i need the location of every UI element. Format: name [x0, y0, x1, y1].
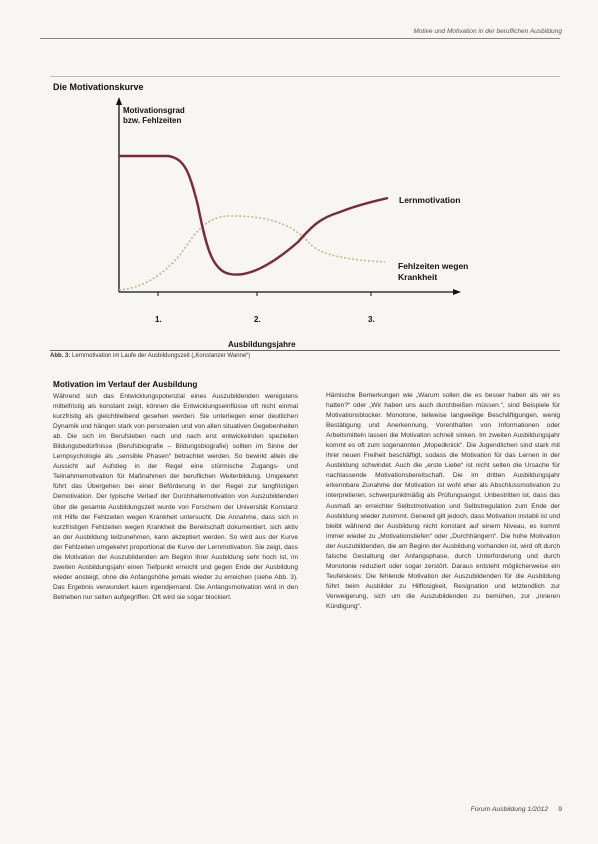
- footer: [471, 806, 562, 813]
- caption-label: Abb. 3:: [50, 353, 71, 359]
- x-tick-label-3: 3.: [368, 315, 375, 324]
- figure-top-rule: [50, 76, 560, 77]
- x-axis-label: Ausbildungsjahre: [228, 340, 296, 349]
- caption-rule: [50, 350, 560, 351]
- series-label-fehlzeiten-line1: Fehlzeiten wegen: [398, 261, 469, 271]
- figure-title: Die Motivationskurve: [53, 82, 144, 92]
- running-header: Motive und Motivation in der beruflichen Ausbildung: [413, 28, 562, 35]
- header-rule: [40, 38, 560, 39]
- series-fehlzeiten-line: [119, 216, 385, 290]
- series-label-fehlzeiten-line2: Krankheit: [398, 272, 438, 282]
- motivation-chart: [50, 96, 560, 351]
- article-left-column: Während sich das Entwicklungspotenzial eines Auszubildenden wenigstens mittelfristig als konstant zeigt, können die Entwicklungseinflüsse oft nicht einmal kurzfristig als gleichbleibend gesehen werden. Sie unterliegen einer deutlichen Dynamik und hängen stark von personalen und von allen situativen Gegebenheiten ab. Die sich im Berufsleben nach und nach erst entwickelnden speziellen Bildungsbedürfnisse (Berufsbiografie – Bildungsbiografie) sollten im Sinne der Lernpsychologie als „sensible Phasen“ betrachtet werden. So bewirkt allein die Aussicht auf Aufstieg in der Regel eine stürmische Zugangs- und Teilnahmemotivation für Maßnahmen der beruflichen Weiterbildung. Umgekehrt führt das Übergehen bei einer Beförderung in der Regel zur langfristigen Demotivation. Der typische Verlauf der Durchhaltemotivation von Auszubildenden über die gesamte Ausbildungszeit wurde von Forschern der Universität Konstanz mit Hilfe der Fehlzeiten wegen Krankheit untersucht. Die Annahme, dass sich in kurzfristigen Fehlzeiten wegen Krankheit die Bereitschaft dokumentiert, sich aktiv an der Ausbildung teilzunehmen, kann akzeptiert werden. So wird aus der Kurve der Fehlzeiten umgekehrt proportional die Kurve der Lernmotivation. Sie zeigt, dass die Motivation der Auszubildenden am Beginn ihrer Ausbildung sehr hoch ist, im zweiten Ausbildungsjahr einen Tiefpunkt erreicht und gegen Ende der Ausbildung wieder ansteigt, ohne die Anfangshöhe jemals wieder zu erreichen (siehe Abb. 3). Das Ergebnis verwundert kaum irgendjemand. Die Anfangsmotivation wird in den Betrieben nur selten aufgegriffen. Oft wird sie sogar blockiert.: [53, 393, 298, 601]
- x-tick-label-1: 1.: [155, 315, 162, 324]
- x-axis-arrow: [453, 289, 461, 295]
- y-axis-arrow: [116, 97, 122, 105]
- series-label-lernmotivation: Lernmotivation: [399, 195, 461, 205]
- footer-journal: Forum Ausbildung 1/2012: [470, 806, 549, 813]
- x-tick-label-2: 2.: [254, 315, 261, 324]
- y-axis-label-line2: bzw. Fehlzeiten: [123, 116, 182, 125]
- y-axis-label-line1: Motivationsgrad: [123, 106, 185, 115]
- figure-caption: [50, 353, 250, 359]
- page-number: 9: [558, 806, 562, 813]
- section-heading: Motivation im Verlauf der Ausbildung: [53, 380, 198, 389]
- series-lernmotivation-line: [119, 156, 388, 275]
- article-right-column: Hämische Bemerkungen wie „Warum sollen die es besser haben als wir es hatten?“ oder „Wir haben uns auch durchbeißen müssen.“, sind Beispiele für Motivationsblocker. Monotone, teilweise langweilige Beschäftigungen, wenig Bestätigung und Anerkennung, Vorenthalten von Informationen oder Arbeitsmitteln lassen die Motivation schnell sinken. Im zweiten Ausbildungsjahr kommt es oft zum sogenannten „Mopedknick“. Die Jugendlichen sind stark mit ihrer neuen Freiheit beschäftigt, sodass die Motivation für das Lernen in der Ausbildung schwindet. Auch die „erste Liebe“ ist nicht selten die Ursache für nachlassende Motivationsbereitschaft. Die im dritten Ausbildungsjahr erkennbare Zunahme der Motivation ist wohl eher als Abschlussmotivation zu interpretieren, schwerpunktmäßig als Prüfungsangst. Unbestritten ist, dass das Ausmaß an erreichter Selbstmotivation und Selbstregulation zum Ende der Ausbildung wieder zunimmt. Generell gilt jedoch, dass Motivation instabil ist und bleibt während der Ausbildung nicht konstant auf einem Niveau, es kommt immer wieder zu „Motivationstiefen“ oder „Durchhängern“. Die hohe Motivation der Auszubildenden, die am Beginn der Ausbildung vorhanden ist, wird oft durch falsche Gestaltung der Anfangsphase, durch Unterforderung und durch Monotonie reduziert oder sogar zerstört. Daraus entsteht möglicherweise ein Teufelskreis: Die fehlende Motivation der Auszubildenden für die Ausbildung führt beim Ausbilder zu Hilflosigkeit, Resignation und letztendlich zur Verweigerung, sich um die Auszubildenden zu bemühen, zur „inneren Kündigung“.: [326, 392, 560, 610]
- caption-text: Lernmotivation im Laufe der Ausbildungszeit („Konstanzer Wanne“): [70, 353, 251, 359]
